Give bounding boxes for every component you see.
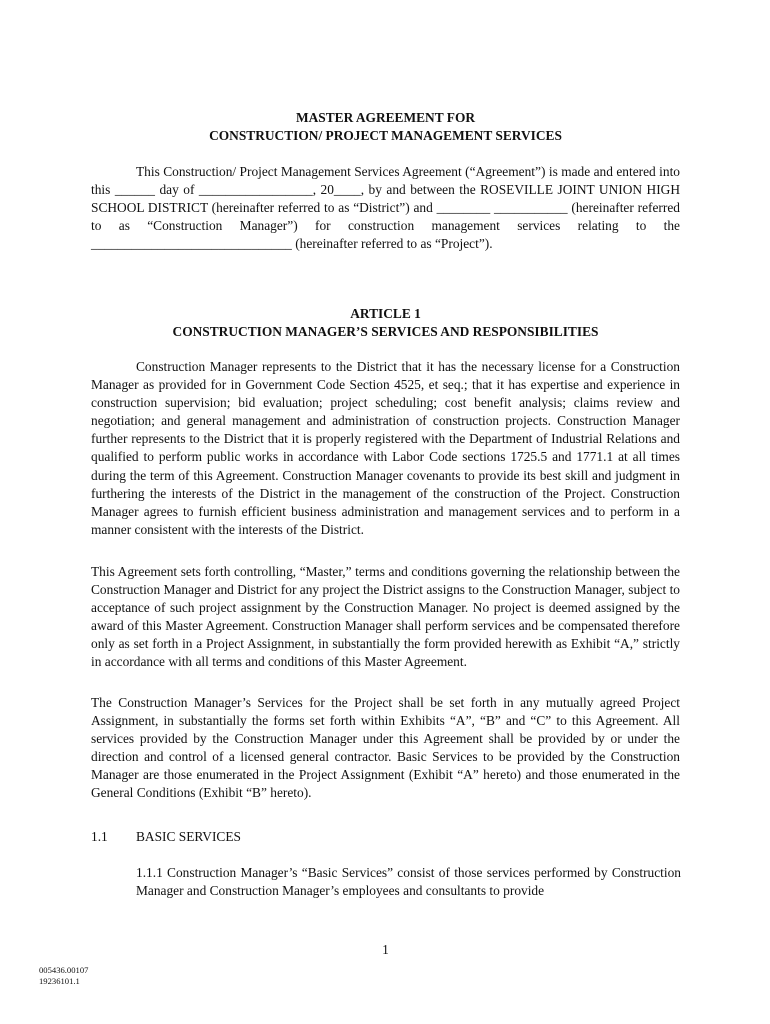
- article-paragraph-1: Construction Manager represents to the District that it has the necessary license for a Construction Manager as provided for in Government Code Section 4525, et seq.; that it has expertise and experience in construction supervision; bid evaluation; project scheduling; cost benefit analysis; claims review and negotiation; and general management and administration of construction projects. Construction Manager further represents to the District that it is properly registered with the Department of Industrial Relations and qualified to perform public works in accordance with Labor Code sections 1725.5 and 1771.1 at all times during the term of this Agreement. Construction Manager covenants to provide its best skill and judgment in furthering the interests of the District in the management of the construction of the Project. Construction Manager agrees to furnish efficient business administration and management services and to perform in a manner consistent with the interests of the District.: [91, 359, 680, 537]
- section-1-1-number: 1.1: [91, 829, 108, 844]
- page-number: 1: [382, 942, 389, 957]
- article-paragraph-3: The Construction Manager’s Services for the Project shall be set forth in any mutually agreed Project Assignment, in substantially the forms set forth within Exhibits “A”, “B” and “C” to this Agreement. All services provided by the Construction Manager under this Agreement shall be provided by or under the direction and control of a licensed general contractor. Basic Services to be provided by the Construction Manager are those enumerated in the Project Assignment (Exhibit “A” hereto) and those enumerated in the General Conditions (Exhibit “B” hereto).: [91, 695, 680, 801]
- intro-paragraph: This Construction/ Project Management Services Agreement (“Agreement”) is made and entered into this ______ day of _________________, 20____, by and between the ROSEVILLE JOINT UNION HIGH SCHOOL DISTRICT (hereinafter referred to as “District”) and ________ ___________ (hereinafter referred to as “Construction Manager”) for construction management services relating to the ______________________________ (hereinafter referred to as “Project”).: [91, 164, 680, 252]
- article-title: CONSTRUCTION MANAGER’S SERVICES AND RESPONSIBILITIES: [172, 324, 599, 339]
- article-paragraph-2: This Agreement sets forth controlling, “Master,” terms and conditions governing the relationship between the Construction Manager and District for any project the District assigns to the Construction Manager, subject to acceptance of such project assignment by the Construction Manager. No project is deemed assigned by the award of this Master Agreement. Construction Manager shall perform services and be compensated therefore only as set forth in a Project Assignment, in substantially the form provided herewith as Exhibit “A,” strictly in accordance with all terms and conditions of this Master Agreement.: [91, 564, 680, 670]
- agreement-title-line2: CONSTRUCTION/ PROJECT MANAGEMENT SERVICES: [209, 128, 562, 143]
- section-1-1-1-text: 1.1.1 Construction Manager’s “Basic Services” consist of those services performed by Construction Manager and Construction Manager’s employees and consultants to provide: [136, 865, 681, 899]
- section-1-1-title: BASIC SERVICES: [136, 829, 241, 844]
- doc-id-line1: 005436.00107: [39, 965, 89, 975]
- agreement-title-line1: MASTER AGREEMENT FOR: [295, 110, 476, 125]
- article-number: ARTICLE 1: [350, 306, 421, 321]
- doc-id-line2: 19236101.1: [39, 976, 80, 986]
